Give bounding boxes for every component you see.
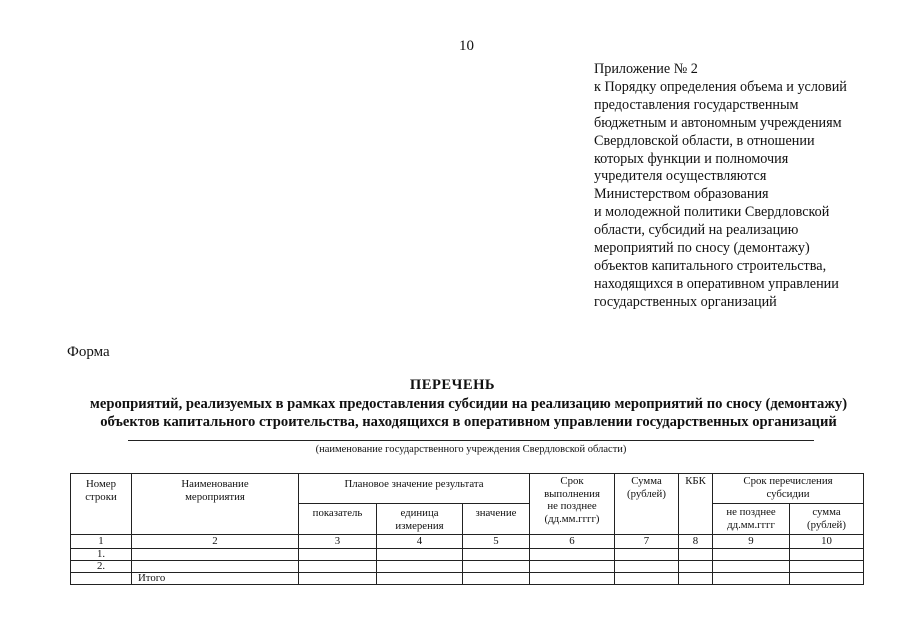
total-row bbox=[71, 573, 864, 585]
row-number-cell: 2. bbox=[71, 561, 132, 573]
empty-cell bbox=[299, 561, 377, 573]
empty-cell bbox=[679, 573, 713, 585]
org-name-caption: (наименование государственного учреждения Свердловской области) bbox=[315, 444, 627, 455]
table-row bbox=[71, 561, 864, 573]
empty-cell bbox=[377, 573, 463, 585]
empty-cell bbox=[679, 561, 713, 573]
empty-cell bbox=[299, 549, 377, 561]
column-numbers-row bbox=[71, 535, 864, 549]
header-planned-result: Плановое значение результата bbox=[299, 474, 530, 504]
header-row-number: Номер строки bbox=[71, 474, 132, 535]
events-table bbox=[70, 473, 864, 585]
column-number: 2 bbox=[132, 535, 299, 549]
appendix-line: Министерством образования bbox=[594, 186, 769, 203]
row-number-cell: 1. bbox=[71, 549, 132, 561]
appendix-line: государственных организаций bbox=[594, 293, 777, 310]
header-deadline: Срок выполнения не позднее (дд.мм.гггг) bbox=[530, 474, 615, 535]
empty-cell bbox=[463, 573, 530, 585]
appendix-line: Приложение № 2 bbox=[594, 61, 698, 77]
total-label: Итого bbox=[132, 573, 299, 585]
header-event-name: Наименование мероприятия bbox=[132, 474, 299, 535]
empty-cell bbox=[679, 549, 713, 561]
column-number: 5 bbox=[463, 535, 530, 549]
appendix-line: бюджетным и автономным учреждениям bbox=[594, 114, 842, 131]
title-line: объектов капитального строительства, находящихся в оперативном управлении государственных организаций bbox=[100, 414, 837, 430]
document-title bbox=[0, 376, 905, 432]
column-number: 4 bbox=[377, 535, 463, 549]
empty-cell bbox=[713, 549, 790, 561]
header-sum: сумма (рублей) bbox=[790, 504, 864, 535]
appendix-line: и молодежной политики Свердловской bbox=[594, 204, 830, 221]
appendix-line: которых функции и полномочия bbox=[594, 150, 789, 167]
header-not-later: не позднее дд.мм.гггг bbox=[713, 504, 790, 535]
appendix-line: области, субсидий на реализацию bbox=[594, 222, 799, 239]
column-number: 7 bbox=[615, 535, 679, 549]
empty-cell bbox=[615, 561, 679, 573]
empty-cell bbox=[713, 573, 790, 585]
org-name-underline bbox=[128, 440, 814, 441]
appendix-line: объектов капитального строительства, bbox=[594, 257, 827, 274]
form-label: Форма bbox=[67, 344, 110, 360]
appendix-block bbox=[594, 61, 884, 312]
empty-cell bbox=[299, 573, 377, 585]
empty-cell bbox=[530, 573, 615, 585]
empty-cell bbox=[615, 549, 679, 561]
column-number: 6 bbox=[530, 535, 615, 549]
title-line: мероприятий, реализуемых в рамках предоставления субсидии на реализацию мероприятий по сносу (демонтажу) bbox=[89, 395, 848, 412]
appendix-line: к Порядку определения объема и условий bbox=[594, 78, 847, 95]
page-number: 10 bbox=[459, 38, 474, 54]
header-transfer-deadline: Срок перечисления субсидии bbox=[713, 474, 864, 504]
empty-cell bbox=[713, 561, 790, 573]
appendix-line: учредителя осуществляются bbox=[594, 168, 767, 185]
empty-cell bbox=[530, 549, 615, 561]
column-number: 1 bbox=[71, 535, 132, 549]
event-name-cell bbox=[132, 549, 299, 561]
column-number: 9 bbox=[713, 535, 790, 549]
header-indicator: показатель bbox=[299, 504, 377, 535]
empty-cell bbox=[615, 573, 679, 585]
event-name-cell bbox=[132, 561, 299, 573]
header-kbk: КБК bbox=[679, 474, 713, 535]
empty-cell bbox=[463, 561, 530, 573]
column-number: 3 bbox=[299, 535, 377, 549]
empty-cell bbox=[463, 549, 530, 561]
empty-cell bbox=[530, 561, 615, 573]
appendix-line: мероприятий по сносу (демонтажу) bbox=[594, 240, 810, 257]
column-number: 10 bbox=[790, 535, 864, 549]
appendix-line: предоставления государственным bbox=[594, 96, 799, 113]
table-row bbox=[71, 549, 864, 561]
appendix-line: находящихся в оперативном управлении bbox=[594, 275, 839, 292]
title-heading: ПЕРЕЧЕНЬ bbox=[409, 377, 496, 393]
header-amount: Сумма (рублей) bbox=[615, 474, 679, 535]
header-unit: единица измерения bbox=[377, 504, 463, 535]
empty-cell bbox=[377, 561, 463, 573]
empty-cell bbox=[71, 573, 132, 585]
empty-cell bbox=[377, 549, 463, 561]
header-value: значение bbox=[463, 504, 530, 535]
empty-cell bbox=[790, 549, 864, 561]
column-number: 8 bbox=[679, 535, 713, 549]
empty-cell bbox=[790, 573, 864, 585]
empty-cell bbox=[790, 561, 864, 573]
appendix-line: Свердловской области, в отношении bbox=[594, 132, 815, 149]
